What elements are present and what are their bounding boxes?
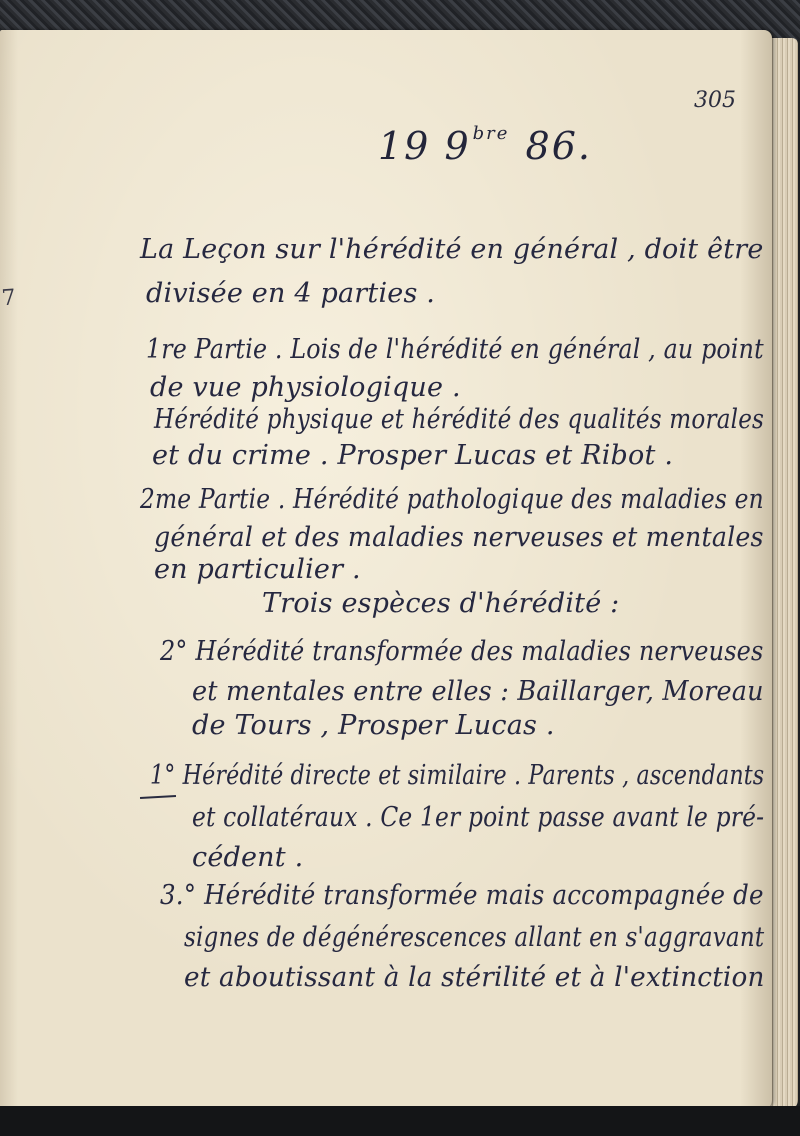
text-line: et aboutissant à la stérilité et à l'extinction (184, 962, 765, 993)
text-line: en particulier . (154, 554, 361, 585)
text-line: Trois espèces d'hérédité : (262, 588, 620, 619)
text-line: de vue physiologique . (150, 372, 461, 403)
text-line: général et des maladies nerveuses et mentales (154, 522, 764, 553)
date-month-sup: bre (472, 123, 510, 145)
text-line: et mentales entre elles : Baillarger, Moreau (192, 676, 764, 707)
text-line: divisée en 4 parties . (146, 278, 436, 309)
text-line: et collatéraux . Ce 1er point passe avant le pré- (192, 802, 765, 833)
text-line: de Tours , Prosper Lucas . (192, 710, 555, 741)
text-line: 1° Hérédité directe et similaire . Parents , ascendants (150, 760, 765, 791)
text-line: 2me Partie . Hérédité pathologique des maladies en (140, 484, 764, 515)
text-line: La Leçon sur l'hérédité en général , doit être (140, 234, 764, 265)
date-month: 9 (444, 124, 471, 168)
date-day: 19 (378, 124, 431, 168)
page-date (378, 124, 592, 168)
margin-mark: 7 (0, 285, 17, 312)
text-line: 2° Hérédité transformée des maladies nerveuses (160, 636, 764, 667)
text-line: 1re Partie . Lois de l'hérédité en général , au point (146, 334, 764, 365)
text-line: signes de dégénérescences allant en s'aggravant (184, 922, 765, 953)
text-line: et du crime . Prosper Lucas et Ribot . (152, 440, 674, 471)
text-line: 3.° Hérédité transformée mais accompagnée de (160, 880, 764, 911)
folio-number: 305 (694, 88, 736, 113)
text-line: cédent . (192, 842, 304, 873)
date-year: 86. (525, 124, 592, 168)
text-line: Hérédité physique et hérédité des qualités morales (154, 404, 765, 435)
table-surface (0, 1106, 800, 1136)
